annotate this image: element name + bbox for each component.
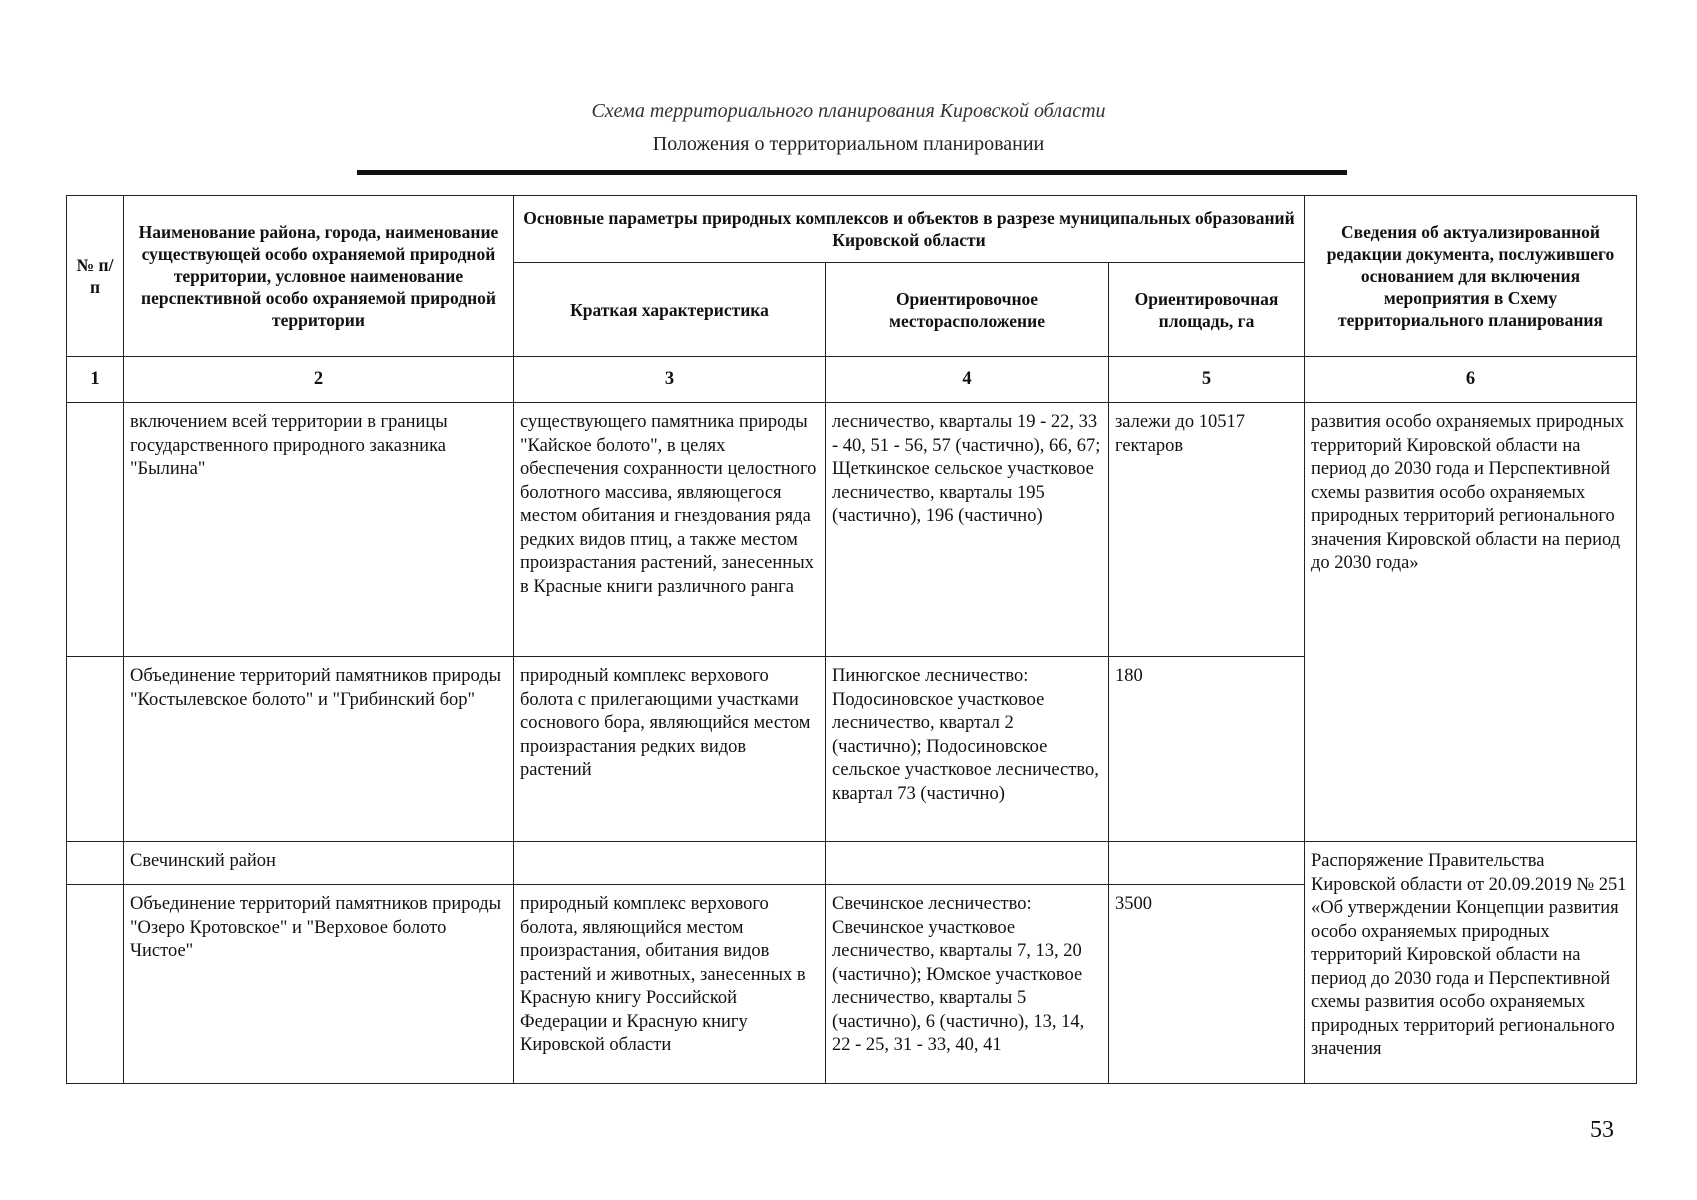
row-area: залежи до 10517 гектаров: [1109, 403, 1305, 657]
row-brief: [514, 842, 826, 885]
row-location: лесничество, кварталы 19 - 22, 33 - 40, 51 - 56, 57 (частично), 66, 67; Щеткинское сельское участковое лесничество, кварталы 195 (частично), 196 (частично): [826, 403, 1109, 657]
row-location: Пинюгское лесничество: Подосиновское участковое лесничество, квартал 2 (частично); Подосиновское сельское участковое лесничество, квартал 73 (частично): [826, 657, 1109, 842]
row-num: [67, 885, 124, 1084]
row-location: [826, 842, 1109, 885]
column-number-row: [67, 357, 1637, 403]
table-row: [67, 403, 1637, 657]
col-number: 5: [1109, 357, 1305, 403]
row-brief: природный комплекс верхового болота, являющийся местом произрастания, обитания видов растений и животных, занесенных в Красную книгу Российской Федерации и Красную книгу Кировской области: [514, 885, 826, 1084]
header-info: Сведения об актуализированной редакции документа, послужившего основанием для включения мероприятия в Схему территориального планирования: [1305, 196, 1637, 357]
header-name: Наименование района, города, наименование существующей особо охраняемой природной территории, условное наименование перспективной особо охраняемой природной территории: [124, 196, 514, 357]
row-name: Объединение территорий памятников природы "Озеро Кротовское" и "Верховое болото Чистое": [124, 885, 514, 1084]
row-area: 3500: [1109, 885, 1305, 1084]
table-row: [67, 842, 1637, 885]
row-num: [67, 842, 124, 885]
header-row-1: [67, 196, 1637, 263]
row-brief: природный комплекс верхового болота с прилегающими участками соснового бора, являющийся местом произрастания редких видов растений: [514, 657, 826, 842]
header-rule: [357, 170, 1347, 175]
header-area: Ориентировочная площадь, га: [1109, 263, 1305, 357]
row-info: развития особо охраняемых природных территорий Кировской области на период до 2030 года и Перспективной схемы развития особо охраняемых природных территорий регионального значения Кировской области на период до 2030 года»: [1305, 403, 1637, 842]
header-location: Ориентировочное месторасположение: [826, 263, 1109, 357]
header-params-group: Основные параметры природных комплексов и объектов в разрезе муниципальных образований Кировской области: [514, 196, 1305, 263]
row-name: Объединение территорий памятников природы "Костылевское болото" и "Грибинский бор": [124, 657, 514, 842]
col-number: 6: [1305, 357, 1637, 403]
row-area: [1109, 842, 1305, 885]
document-subtitle: Положения о территориальном планировании: [652, 133, 1045, 155]
row-area: 180: [1109, 657, 1305, 842]
row-num: [67, 657, 124, 842]
header-brief: Краткая характеристика: [514, 263, 826, 357]
document-title: Схема территориального планирования Кировской области: [591, 100, 1106, 122]
page-number: 53: [1590, 1117, 1614, 1143]
territory-table: [66, 195, 1637, 1084]
row-info: Распоряжение Правительства Кировской области от 20.09.2019 № 251 «Об утверждении Концепции развития особо охраняемых природных территорий Кировской области на период до 2030 года и Перспективной схемы развития особо охраняемых природных территорий регионального значения: [1305, 842, 1637, 1084]
row-name: включением всей территории в границы государственного природного заказника "Былина": [124, 403, 514, 657]
row-brief: существующего памятника природы "Кайское болото", в целях обеспечения сохранности целостного болотного массива, являющегося местом обитания и гнездования ряда редких видов птиц, а также местом произрастания растений, занесенных в Красные книги различного ранга: [514, 403, 826, 657]
row-num: [67, 403, 124, 657]
col-number: 2: [124, 357, 514, 403]
header-num: № п/п: [67, 196, 124, 357]
col-number: 4: [826, 357, 1109, 403]
col-number: 3: [514, 357, 826, 403]
row-location: Свечинское лесничество: Свечинское участковое лесничество, кварталы 7, 13, 20 (частично); Юмское участковое лесничество, кварталы 5 (частично), 6 (частично), 13, 14, 22 - 25, 31 - 33, 40, 41: [826, 885, 1109, 1084]
col-number: 1: [67, 357, 124, 403]
row-name: Свечинский район: [124, 842, 514, 885]
